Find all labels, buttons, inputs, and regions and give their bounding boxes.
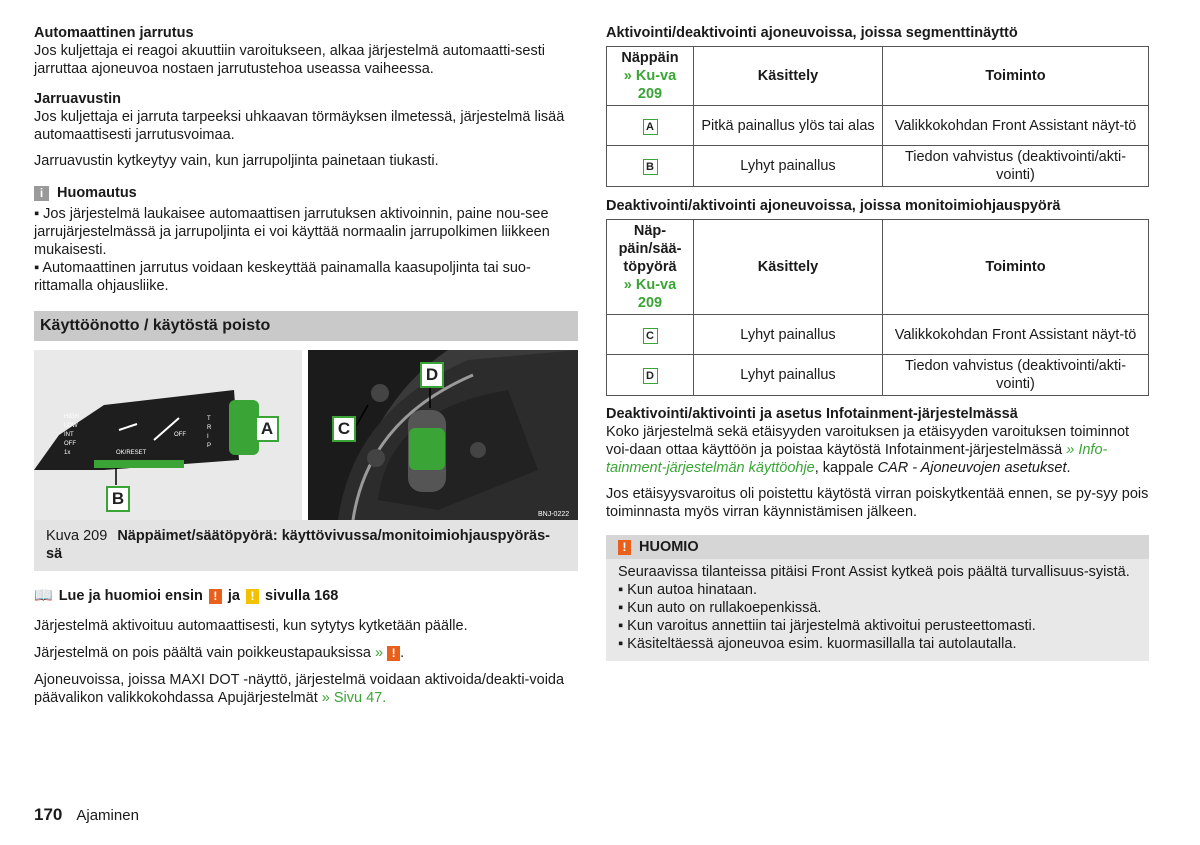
warning-box-header xyxy=(606,535,1149,559)
page-number: 170 xyxy=(34,805,63,824)
table1-head-action: Toiminto xyxy=(883,47,1149,106)
book-icon: 📖 xyxy=(34,587,53,604)
read-first-mid: ja xyxy=(227,588,240,604)
page-footer xyxy=(34,806,139,825)
table-segment-display xyxy=(606,46,1149,187)
warning-icon: ! xyxy=(209,589,222,604)
read-first-pre: Lue ja huomioi ensin xyxy=(58,588,203,604)
lever-text-low: LOW xyxy=(64,423,78,429)
page-link-47[interactable]: » Sivu 47. xyxy=(321,690,387,706)
paragraph-maxidot xyxy=(34,671,578,707)
table-row xyxy=(607,315,1149,355)
paragraph-brake-assist-activation: Jarruavustin kytkeytyy vain, kun jarrupoljinta painetaan tiukasti. xyxy=(34,153,439,169)
table1-action-cell: Valikkokohdan Front Assistant näyt-tö xyxy=(883,106,1149,146)
warning-box-icon: ! xyxy=(618,540,631,555)
table-row xyxy=(607,146,1149,187)
paragraph-distance-warning: Jos etäisyysvaroitus oli poistettu käytöstä virran poiskytkentää ennen, se py-syy pois toiminnasta myös virran käynnistämisen jälkeen. xyxy=(606,486,1149,520)
lever-text-off: OFF xyxy=(64,441,76,447)
lever-text-ok-reset: OK/RESET xyxy=(116,450,147,456)
key-c-icon: C xyxy=(643,328,658,344)
table1-head-key-text: Näppäin xyxy=(621,50,679,66)
infotainment-manual-link[interactable]: » Info-tainment-järjestelmän käyttöohje xyxy=(606,442,1108,476)
warning-item-1: ▪ Kun autoa hinataan. xyxy=(618,582,757,598)
caption-text: Näppäimet/säätöpyörä: käyttövivussa/monitoimiohjauspyöräs-sä xyxy=(46,528,551,562)
caution-icon: ! xyxy=(246,589,259,604)
table2-action-cell: Valikkokohdan Front Assistant näyt-tö xyxy=(883,315,1149,355)
paragraph-infotainment-chapter: CAR - Ajoneuvojen asetukset xyxy=(877,460,1067,476)
table-multifunction-wheel xyxy=(606,219,1149,396)
table1-handling-cell: Lyhyt painallus xyxy=(694,146,883,187)
table1-head-handling: Käsittely xyxy=(694,47,883,106)
figure-caption xyxy=(34,520,578,571)
table2-head-key-link[interactable]: » Ku-va 209 xyxy=(623,277,677,311)
paragraph-infotainment xyxy=(606,423,1149,477)
lever-text-off-2: OFF xyxy=(174,432,186,438)
warning-item-3: ▪ Kun varoitus annettiin tai järjestelmä aktivoitui perusteettomasti. xyxy=(618,618,1036,634)
warning-box xyxy=(606,535,1149,661)
figure-code: BNJ-0222 xyxy=(538,511,570,518)
table1-title: Aktivointi/deaktivointi ajoneuvoissa, joissa segmenttinäyttö xyxy=(606,25,1018,41)
table2-handling-cell: Lyhyt painallus xyxy=(694,355,883,396)
key-a-icon: A xyxy=(643,119,658,135)
table2-handling-cell: Lyhyt painallus xyxy=(694,315,883,355)
table2-key-cell xyxy=(607,355,694,396)
table2-action-cell: Tiedon vahvistus (deaktivointi/akti-vointi) xyxy=(883,355,1149,396)
steering-wheel-illustration xyxy=(308,350,578,520)
heading-automatic-braking: Automaattinen jarrutus xyxy=(34,25,194,41)
key-b-icon: B xyxy=(643,159,658,175)
callout-a: A xyxy=(255,416,279,442)
note-title: Huomautus xyxy=(57,185,137,201)
callout-d: D xyxy=(420,362,444,388)
paragraph-activation: Järjestelmä aktivoituu automaattisesti, kun sytytys kytketään päälle. xyxy=(34,618,468,634)
warning-box-body xyxy=(606,559,1149,653)
table2-key-cell xyxy=(607,315,694,355)
table1-head-key-link[interactable]: » Ku-va 209 xyxy=(623,68,677,102)
note-item-2: ▪ Automaattinen jarrutus voidaan keskeyttää painamalla kaasupoljinta tai suo-rittamalla ohjausliike. xyxy=(34,260,531,294)
right-column xyxy=(606,24,1149,661)
warning-item-2: ▪ Kun auto on rullakoepenkissä. xyxy=(618,600,822,616)
table2-title: Deaktivointi/aktivointi ajoneuvoissa, joissa monitoimiohjauspyörä xyxy=(606,198,1061,214)
lever-illustration xyxy=(34,350,302,520)
note-item-1: ▪ Jos järjestelmä laukaisee automaattisen jarrutuksen aktivoinnin, paine nou-see jarrujärjestelmässä ja jarrupoljinta ei voi käyttää normaalin jarrupolkimen liikkeen mukaisesti. xyxy=(34,206,550,258)
paragraph-off-text: Järjestelmä on pois päältä vain poikkeustapauksissa xyxy=(34,645,371,661)
lever-text-int: INT xyxy=(64,432,74,438)
table-row xyxy=(607,355,1149,396)
lever-text-t: T xyxy=(207,416,211,422)
callout-c: C xyxy=(332,416,356,442)
table-header-row xyxy=(607,47,1149,106)
table1-key-cell xyxy=(607,146,694,187)
paragraph-infotainment-end: . xyxy=(1066,460,1071,476)
read-first-post: sivulla 168 xyxy=(265,588,339,604)
lever-text-p: P xyxy=(207,443,212,449)
table1-handling-cell: Pitkä painallus ylös tai alas xyxy=(694,106,883,146)
warning-item-4: ▪ Käsiteltäessä ajoneuvoa esim. kuormasillalla tai autolautalla. xyxy=(618,636,1017,652)
caption-number: Kuva 209 xyxy=(46,528,108,544)
figure-209 xyxy=(34,350,578,520)
paragraph-infotainment-text: Koko järjestelmä sekä etäisyyden varoituksen ja etäisyyden varoituksen toiminnot voi-daan ottaa käyttöön ja poistaa käytöstä Infotainment-järjestelmässä xyxy=(606,424,1130,458)
table2-head-action: Toiminto xyxy=(883,220,1149,315)
read-first-line xyxy=(34,587,578,605)
lever-text-1x: 1x xyxy=(64,450,71,456)
heading-brake-assist: Jarruavustin xyxy=(34,91,122,107)
table2-head-handling: Käsittely xyxy=(694,220,883,315)
table1-action-cell: Tiedon vahvistus (deaktivointi/akti-vointi) xyxy=(883,146,1149,187)
table-row xyxy=(607,106,1149,146)
paragraph-brake-assist: Jos kuljettaja ei jarruta tarpeeksi uhkaavan törmäyksen ilmetessä, järjestelmä lisää automaattisesti jarrutusvoimaa. xyxy=(34,109,565,143)
callout-b: B xyxy=(106,486,130,512)
note-heading xyxy=(34,184,578,202)
paragraph-maxidot-text: Ajoneuvoissa, joissa MAXI DOT -näyttö, järjestelmä voidaan aktivoida/deakti-voida päävalikon valikkokohdassa xyxy=(34,672,565,706)
warning-intro: Seuraavissa tilanteissa pitäisi Front Assist kytkeä pois päältä turvallisuus-syistä. xyxy=(618,564,1130,580)
lever-text-i: I xyxy=(207,434,209,440)
table2-head-key-text: Näp-päin/sää-töpyörä xyxy=(618,223,682,275)
warning-box-title: HUOMIO xyxy=(639,539,699,555)
lever-text-high: HIGH xyxy=(64,414,79,420)
chapter-name: Ajaminen xyxy=(76,807,139,824)
paragraph-off: Järjestelmä on pois päältä vain poikkeustapauksissa » ! . xyxy=(34,645,405,661)
info-icon: i xyxy=(34,186,49,201)
section-title: Käyttöönotto / käytöstä poisto xyxy=(34,311,578,341)
lever-text-r: R xyxy=(207,425,212,431)
table1-head-key xyxy=(607,47,694,106)
table2-head-key xyxy=(607,220,694,315)
heading-infotainment: Deaktivointi/aktivointi ja asetus Infotainment-järjestelmässä xyxy=(606,406,1018,422)
table1-key-cell xyxy=(607,106,694,146)
key-d-icon: D xyxy=(643,368,658,384)
table-header-row xyxy=(607,220,1149,315)
paragraph-automatic-braking: Jos kuljettaja ei reagoi akuuttiin varoitukseen, alkaa järjestelmä automaatti-sesti jarruttaa ajoneuvoa nostaen jarrutustehoa useassa vaiheessa. xyxy=(34,43,545,77)
left-column xyxy=(34,24,578,715)
paragraph-infotainment-mid: , kappale xyxy=(814,460,874,476)
warning-icon-inline: ! xyxy=(387,646,400,661)
paragraph-off-link[interactable]: » xyxy=(374,645,384,661)
menu-item-name: Apujärjestelmät xyxy=(217,690,318,706)
